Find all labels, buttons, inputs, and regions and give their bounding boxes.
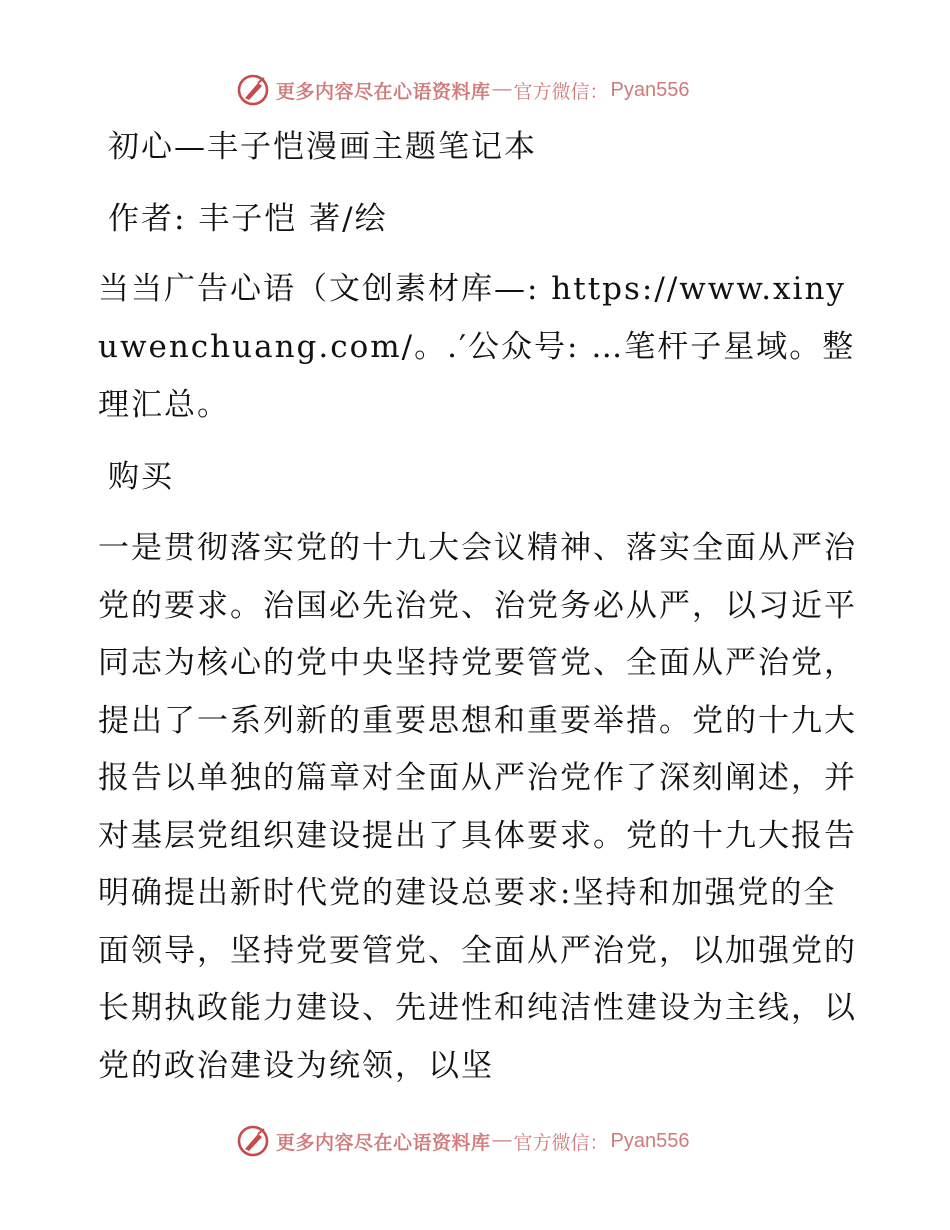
header-watermark-banner [236, 72, 690, 108]
document-author: 作者: 丰子恺 著/绘 [108, 201, 388, 237]
watermark-wechat-id: Pyan556 [610, 78, 690, 101]
document-paragraph: 一是贯彻落实党的十九大会议精神、落实全面从严治党的要求。治国必先治党、治党务必从严，以习近平同志为核心的党中央坚持党要管党、全面从严治党，提出了一系列新的重要思想和重要举措。党的十九大报告以单独的篇章对全面从严治党作了深刻阐述，并对基层党组织建设提出了具体要求。党的十九大报告明确提出新时代党的建设总要求:坚持和加强党的全面领导，坚持党要管党、全面从严治党，以加强党的长期执政能力建设、先进性和纯洁性建设为主线，以党的政治建设为统领，以坚 [98, 530, 857, 1084]
buy-link[interactable]: 购买 [108, 459, 174, 495]
watermark-wechat-id: Pyan556 [610, 1129, 690, 1152]
watermark-dash: — [492, 79, 512, 100]
quill-pen-circle-icon [236, 1124, 270, 1158]
watermark-dash: — [492, 1130, 512, 1151]
watermark-main-text: 更多内容尽在心语资料库 [276, 80, 491, 103]
document-body [98, 118, 858, 1095]
document-source: 当当广告心语（文创素材库—: https://www.xinyuwenchuang.com/。.′公众号: …笔杆子星域。整理汇总。 [98, 271, 856, 423]
quill-pen-circle-icon [236, 73, 270, 107]
document-title: 初心—丰子恺漫画主题笔记本 [108, 129, 537, 165]
watermark-main-text: 更多内容尽在心语资料库 [276, 1131, 491, 1154]
watermark-official-label: 官方微信： [513, 1131, 609, 1154]
watermark-official-label: 官方微信： [513, 80, 609, 103]
footer-watermark-banner [236, 1123, 690, 1159]
